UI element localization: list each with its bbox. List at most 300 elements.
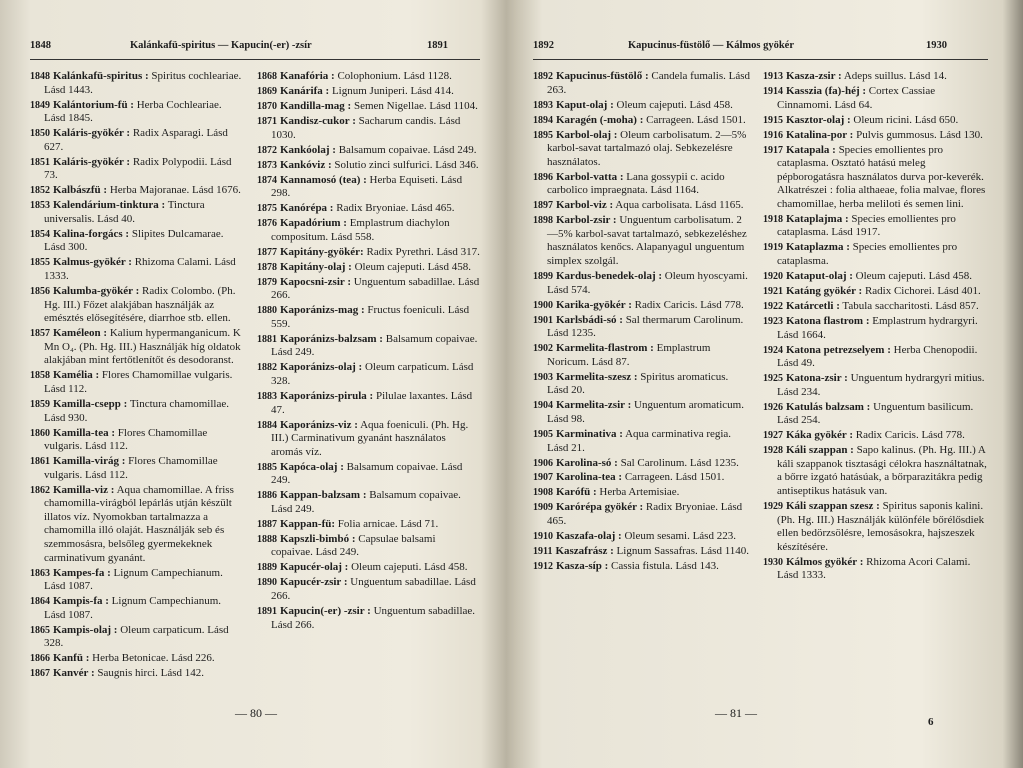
entry-definition: Balsamum copaivae. Lásd 249. (271, 489, 461, 515)
entry-definition: Emplastrum hydrargyri. Lásd 1664. (777, 315, 978, 341)
entry-headword: Katulás balzsam : (786, 400, 871, 413)
entry-number: 1929 (763, 501, 783, 513)
entry-number: 1905 (533, 428, 553, 440)
entry-headword: Katapala : (786, 143, 836, 156)
dictionary-entry (30, 624, 245, 651)
entry-definition: Oleum cajeputi. Lásd 458. (354, 260, 471, 273)
entry-number: 1887 (257, 518, 277, 530)
entry-number: 1891 (257, 605, 277, 617)
entry-number: 1854 (30, 228, 50, 240)
entry-definition: Fructus foeniculi. Lásd 559. (271, 304, 470, 330)
entry-definition: Semen Nigellae. Lásd 1104. (353, 99, 478, 112)
entry-number: 1855 (30, 257, 50, 269)
entry-number: 1884 (257, 419, 277, 431)
entry-definition: Oleum hyoscyami. Lásd 574. (547, 270, 748, 296)
dictionary-entry (763, 401, 988, 428)
entry-number: 1890 (257, 577, 277, 589)
entry-headword: Kaporánizs-mag : (280, 304, 365, 317)
dictionary-entry (30, 455, 245, 482)
entry-definition: Flores Chamomillae vulgaris. Lásd 112. (44, 426, 208, 453)
entry-definition: Tinctura chamomillae. Lásd 930. (44, 397, 229, 424)
dictionary-entry (533, 199, 751, 213)
dictionary-entry (533, 99, 751, 113)
entry-number: 1874 (257, 174, 277, 186)
dictionary-entry (763, 500, 988, 554)
entry-definition: Radix Colombo. (Ph. Hg. III.) Főzet alakjában használják az emésztés elősegítésére, diarrhoe stb. ellen. (44, 285, 236, 325)
entry-number: 1857 (30, 328, 50, 340)
entry-headword: Karmelita-szesz : (556, 370, 638, 383)
entry-number: 1862 (30, 484, 50, 496)
entry-definition: Flores Chamomillae vulgaris. Lásd 112. (44, 455, 218, 481)
dictionary-entry (257, 144, 480, 158)
entry-number: 1897 (533, 200, 553, 212)
entry-definition: Herba Betonicae. Lásd 226. (92, 652, 215, 665)
dictionary-entry (763, 129, 988, 143)
entry-definition: Radix Caricis. Lásd 778. (634, 298, 744, 311)
dictionary-entry (30, 156, 245, 183)
entry-headword: Karolina-tea : (556, 471, 623, 484)
signature-number: 6 (928, 716, 934, 728)
entry-definition: Cortex Cassiae Cinnamomi. Lásd 64. (777, 84, 936, 111)
entry-headword: Karbol-vatta : (556, 170, 624, 183)
entry-headword: Kaszafa-olaj : (556, 530, 622, 543)
dictionary-entry (257, 333, 480, 360)
entry-definition: Lignum Juniperi. Lásd 414. (331, 84, 454, 97)
dictionary-entry (533, 471, 751, 485)
entry-definition: Balsamum copaivae. Lásd 249. (271, 460, 463, 487)
entry-definition: Lignum Campechianum. Lásd 1087. (44, 595, 222, 621)
entry-headword: Kapocsni-zsir : (280, 275, 351, 288)
dictionary-entry (533, 314, 751, 341)
entry-number: 1863 (30, 567, 50, 579)
entry-headword: Kapadórium : (280, 217, 347, 230)
entry-number: 1870 (257, 100, 277, 112)
dictionary-entry (30, 369, 245, 396)
entry-definition: Sal thermarum Carolinum. Lásd 1235. (547, 313, 744, 340)
dictionary-entry (257, 174, 480, 201)
entry-number: 1879 (257, 276, 277, 288)
entry-headword: Kalumba-gyökér : (53, 285, 140, 298)
dictionary-entry (257, 419, 480, 460)
entry-headword: Katona flastrom : (786, 315, 870, 327)
entry-headword: Káka gyökér : (786, 429, 854, 442)
dictionary-entry (257, 304, 480, 331)
entry-number: 1886 (257, 490, 277, 502)
dictionary-entry (30, 595, 245, 622)
entry-headword: Kampes-fa : (53, 566, 111, 579)
dictionary-entry (763, 315, 988, 342)
dictionary-entry (257, 461, 480, 488)
entry-headword: Kapszli-bimbó : (280, 532, 356, 545)
dictionary-entry (533, 530, 751, 544)
dictionary-entry (257, 85, 480, 99)
entry-headword: Karagén (-moha) : (556, 113, 644, 126)
entry-definition: Unguentum basilicum. Lásd 254. (777, 400, 974, 427)
entry-number: 1900 (533, 299, 553, 311)
entry-number: 1909 (533, 502, 553, 514)
entry-definition: Cassia fistula. Lásd 143. (611, 560, 719, 572)
entry-headword: Kamilla-viz : (53, 483, 115, 496)
dictionary-entry (257, 533, 480, 560)
entry-definition: Balsamum copaivae. Lásd 249. (338, 143, 477, 156)
entry-number: 1914 (763, 85, 783, 97)
entry-headword: Kankóviz : (280, 158, 332, 171)
entry-number: 1850 (30, 128, 50, 140)
entry-definition: Slipites Dulcamarae. Lásd 300. (44, 227, 224, 254)
entry-definition: Oleum ricini. Lásd 650. (853, 113, 959, 126)
entry-definition: Oleum cajeputi. Lásd 458. (351, 561, 468, 574)
entry-definition: Radix Cichorei. Lásd 401. (864, 285, 981, 298)
entry-definition: Capsulae balsami copaivae. Lásd 249. (271, 532, 436, 559)
header-first-entry: 1892 (533, 40, 554, 51)
entry-definition: Unguentum hydrargyri mitius. Lásd 234. (777, 372, 985, 398)
entry-headword: Kaláris-gyökér : (53, 127, 131, 140)
entry-number: 1930 (763, 556, 783, 568)
dictionary-entry (257, 115, 480, 142)
dictionary-entry (533, 214, 751, 268)
entry-headword: Kanórépa : (280, 202, 334, 215)
entry-headword: Kasza-zsir : (786, 70, 842, 82)
entry-number: 1919 (763, 242, 783, 254)
dictionary-entry (533, 560, 751, 574)
dictionary-entry (30, 184, 245, 198)
entry-headword: Kannamosó (tea) : (280, 173, 367, 186)
dictionary-entry (763, 70, 988, 84)
entry-definition: Oleum sesami. Lásd 223. (624, 530, 736, 543)
entry-number: 1918 (763, 213, 783, 225)
entry-definition: Lignum Sassafras. Lásd 1140. (616, 545, 750, 558)
entry-number: 1849 (30, 99, 50, 111)
entry-headword: Kaporánizs-balzsam : (280, 332, 383, 345)
left-column-2 (257, 70, 480, 634)
entry-headword: Kaporánizs-pirula : (280, 389, 374, 402)
dictionary-entry (763, 144, 988, 212)
entry-definition: Spiritus cochleariae. Lásd 1443. (44, 70, 242, 96)
entry-headword: Kalbászfü : (53, 184, 108, 197)
header-title: Kapucinus-füstölő — Kálmos gyökér (628, 40, 794, 51)
entry-headword: Kataplazma : (786, 241, 850, 254)
dictionary-entry (763, 429, 988, 443)
entry-number: 1852 (30, 185, 50, 197)
entry-headword: Kataplajma : (786, 212, 849, 225)
left-column-1 (30, 70, 245, 682)
dictionary-entry (533, 486, 751, 500)
entry-headword: Karófü : (556, 486, 597, 499)
dictionary-entry (533, 342, 751, 369)
entry-number: 1881 (257, 333, 277, 345)
entry-definition: Unguentum sabadillae. Lásd 266. (271, 275, 480, 302)
entry-number: 1878 (257, 261, 277, 273)
dictionary-entry (533, 299, 751, 313)
page-number: — 81 — (715, 706, 757, 720)
entry-headword: Kanvér : (53, 667, 95, 680)
entry-definition: Radix Pyrethri. Lásd 317. (366, 245, 480, 258)
entry-definition: Unguentum aromaticum. Lásd 98. (547, 399, 744, 425)
entry-headword: Kapitány-gyökér: (280, 245, 364, 258)
entry-number: 1895 (533, 129, 553, 141)
entry-headword: Kamilla-tea : (53, 426, 116, 439)
entry-number: 1901 (533, 314, 553, 326)
entry-headword: Kasztor-olaj : (786, 113, 851, 126)
dictionary-entry (533, 545, 751, 559)
dictionary-entry (257, 217, 480, 244)
entry-headword: Kalántorium-fü : (53, 98, 134, 111)
entry-definition: Kalium hypermanganicum. K Mn O₄. (Ph. Hg. III.) Használják híg oldatok alakjában mint fertőtlenítőt és desodoranst. (44, 327, 241, 367)
entry-definition: Herba Cochleariae. Lásd 1845. (44, 98, 222, 125)
entry-number: 1871 (257, 115, 277, 127)
entry-headword: Kaput-olaj : (556, 98, 614, 111)
entry-headword: Káli szappan : (786, 444, 854, 457)
entry-headword: Kataput-olaj : (786, 270, 853, 283)
entry-number: 1913 (763, 71, 783, 82)
header-rule (30, 59, 480, 60)
entry-number: 1877 (257, 246, 277, 258)
dictionary-entry (257, 361, 480, 388)
entry-number: 1889 (257, 562, 277, 574)
entry-definition: Solutio zinci sulfurici. Lásd 346. (334, 158, 479, 171)
entry-number: 1910 (533, 531, 553, 543)
entry-headword: Kandilla-mag : (280, 99, 352, 112)
entry-headword: Karolina-só : (556, 456, 618, 469)
entry-headword: Kaméleon : (53, 327, 108, 340)
entry-headword: Kappan-fü: (280, 517, 336, 530)
header-title: Kalánkafü-spiritus — Kapucin(-er) -zsír (130, 40, 312, 51)
entry-headword: Kardus-benedek-olaj : (556, 270, 663, 283)
right-page (533, 0, 988, 768)
entry-number: 1875 (257, 203, 277, 215)
entry-number: 1869 (257, 85, 277, 97)
entry-number: 1885 (257, 461, 277, 473)
entry-definition: Sapo kalinus. (Ph. Hg. III.) A káli szappanok tisztasági célokra használtatnak, a bőrre izgató hatásúak, a bőrparazitákra pedig antiseptikus hatásuk van. (777, 444, 987, 498)
dictionary-entry (763, 300, 988, 314)
entry-headword: Katárcetli : (786, 300, 840, 313)
entry-number: 1927 (763, 430, 783, 442)
entry-headword: Kalánkafü-spiritus : (53, 70, 149, 82)
entry-number: 1928 (763, 445, 783, 457)
header-rule (533, 59, 988, 60)
dictionary-entry (533, 270, 751, 297)
entry-definition: Unguentum sabadillae. Lásd 266. (271, 604, 476, 631)
dictionary-entry (30, 127, 245, 154)
dictionary-entry (763, 285, 988, 299)
entry-headword: Karbol-zsir : (556, 214, 617, 227)
left-running-header (30, 40, 480, 56)
entry-definition: Oleum carpaticum. Lásd 328. (44, 623, 229, 650)
entry-number: 1912 (533, 561, 553, 572)
dictionary-entry (257, 561, 480, 575)
entry-definition: Tabula saccharitosti. Lásd 857. (842, 300, 979, 313)
dictionary-entry (257, 100, 480, 114)
dictionary-entry (257, 202, 480, 216)
entry-headword: Kaporánizs-olaj : (280, 361, 363, 374)
left-page (30, 0, 480, 768)
entry-definition: Aqua chamomillae. A friss chamomilla-virágból lepárlás utján készült illatos víz. Nyomokban tartalmazza a chamomilla illó olaját. Használják seb és szemmosásra, belsőleg gyermekeknek carminativum gyanánt. (44, 483, 234, 564)
entry-number: 1859 (30, 398, 50, 410)
right-running-header (533, 40, 988, 56)
entry-headword: Kamilla-csepp : (53, 397, 128, 410)
entry-number: 1916 (763, 129, 783, 141)
dictionary-entry (257, 605, 480, 632)
dictionary-entry (763, 114, 988, 128)
dictionary-entry (533, 129, 751, 170)
entry-definition: Pulvis gummosus. Lásd 130. (856, 128, 983, 141)
entry-definition: Herba Equiseti. Lásd 298. (271, 173, 463, 200)
page-number: — 80 — (235, 706, 277, 720)
entry-headword: Kasza-síp : (556, 560, 609, 572)
entry-headword: Kaszafrász : (555, 545, 614, 558)
entry-number: 1903 (533, 371, 553, 383)
entry-definition: Rhizoma Acori Calami. Lásd 1333. (777, 555, 971, 582)
entry-definition: Emplastrum Noricum. Lásd 87. (547, 342, 711, 368)
entry-number: 1893 (533, 99, 553, 111)
dictionary-entry (257, 518, 480, 532)
entry-headword: Katáng gyökér : (786, 285, 863, 298)
entry-headword: Karmelita-flastrom : (556, 342, 654, 355)
entry-definition: Rhizoma Calami. Lásd 1333. (44, 256, 236, 283)
entry-definition: Unguentum sabadillae. Lásd 266. (271, 576, 476, 602)
entry-definition: Spiritus aromaticus. Lásd 20. (547, 370, 729, 397)
entry-number: 1868 (257, 71, 277, 82)
header-last-entry: 1930 (926, 40, 947, 51)
entry-headword: Kaláris-gyökér : (53, 155, 131, 168)
dictionary-entry (30, 652, 245, 666)
entry-definition: Pilulae laxantes. Lásd 47. (271, 389, 473, 416)
entry-number: 1851 (30, 156, 50, 168)
entry-number: 1926 (763, 401, 783, 413)
entry-number: 1925 (763, 373, 783, 385)
entry-definition: Radix Caricis. Lásd 778. (855, 429, 965, 442)
entry-headword: Kanárifa : (280, 84, 330, 97)
dictionary-entry (30, 256, 245, 283)
entry-number: 1883 (257, 390, 277, 402)
entry-number: 1904 (533, 400, 553, 412)
entry-definition: Oleum cajeputi. Lásd 458. (616, 98, 733, 111)
entry-definition: Species emollientes pro cataplasma. Osztató hatású meleg pépborogatásra használatos durva por-keverék. Alkatrészei : folia althaeae, folia malvae, flores chamomillae, herba meliloti és semen lini. (777, 143, 986, 210)
entry-headword: Katona-zsir : (786, 372, 848, 385)
dictionary-entry (763, 372, 988, 399)
entry-definition: Oleum carpaticum. Lásd 328. (271, 361, 474, 387)
dictionary-entry (763, 556, 988, 583)
entry-number: 1865 (30, 624, 50, 636)
entry-number: 1911 (533, 546, 553, 558)
entry-definition: Species emollientes pro cataplasma. Lásd 1917. (777, 212, 956, 239)
entry-number: 1917 (763, 144, 783, 156)
dictionary-entry (763, 213, 988, 240)
entry-number: 1906 (533, 457, 553, 469)
dictionary-entry (533, 428, 751, 455)
entry-definition: Adeps suillus. Lásd 14. (843, 70, 947, 82)
dictionary-entry (257, 70, 480, 84)
dictionary-entry (763, 85, 988, 112)
entry-definition: Flores Chamomillae vulgaris. Lásd 112. (44, 369, 233, 395)
dictionary-entry (533, 171, 751, 198)
entry-definition: Spiritus saponis kalini. (Ph. Hg. III.) Használják különféle bőrélősdiek ellen bedörzsölésre, lemosásokra, hajszeszek készítésére. (777, 500, 985, 553)
entry-number: 1864 (30, 596, 50, 608)
entry-definition: Aqua carminativa regia. Lásd 21. (547, 427, 732, 454)
entry-headword: Káli szappan szesz : (786, 500, 880, 513)
entry-definition: Emplastrum diachylon compositum. Lásd 558. (271, 217, 450, 243)
dictionary-entry (763, 444, 988, 498)
dictionary-entry (763, 270, 988, 284)
entry-headword: Kapucin(-er) -zsir : (280, 604, 371, 617)
entry-number: 1873 (257, 159, 277, 171)
entry-number: 1892 (533, 71, 553, 82)
entry-definition: Aqua carbolisata. Lásd 1165. (615, 199, 744, 212)
entry-headword: Kappan-balzsam : (280, 489, 367, 502)
dictionary-entry (30, 285, 245, 326)
dictionary-entry (30, 228, 245, 255)
entry-headword: Katona petrezselyem : (786, 343, 891, 356)
dictionary-entry (257, 276, 480, 303)
entry-headword: Kalendárium-tinktura : (53, 199, 166, 212)
entry-definition: Oleum cajeputi. Lásd 458. (855, 270, 973, 283)
entry-headword: Kapóca-olaj : (280, 460, 344, 473)
header-last-entry: 1891 (427, 40, 448, 51)
entry-definition: Radix Bryoniae. Lásd 465. (336, 202, 455, 215)
entry-headword: Katalina-por : (786, 128, 854, 141)
entry-headword: Kalina-forgács : (53, 227, 130, 240)
entry-number: 1872 (257, 144, 277, 156)
entry-number: 1860 (30, 427, 50, 439)
entry-headword: Kandisz-cukor : (280, 114, 356, 127)
dictionary-entry (257, 390, 480, 417)
entry-headword: Karmelita-zsir : (556, 399, 632, 412)
dictionary-entry (30, 199, 245, 226)
entry-definition: Herba Majoranae. Lásd 1676. (109, 184, 241, 197)
dictionary-entry (257, 246, 480, 260)
entry-headword: Karórépa gyökér : (556, 501, 644, 514)
entry-definition: Lana gossypii c. acido carbolico impraegnata. Lásd 1164. (547, 170, 725, 197)
entry-number: 1915 (763, 114, 783, 126)
entry-headword: Kapucér-olaj : (280, 561, 349, 574)
entry-headword: Kasszia (fa)-héj : (786, 84, 867, 97)
entry-number: 1866 (30, 653, 50, 665)
entry-number: 1924 (763, 344, 783, 356)
dictionary-entry (257, 489, 480, 516)
entry-number: 1867 (30, 668, 50, 680)
entry-definition: Sal Carolinum. Lásd 1235. (620, 456, 739, 469)
entry-number: 1908 (533, 487, 553, 499)
entry-number: 1888 (257, 533, 277, 545)
entry-number: 1858 (30, 370, 50, 382)
dictionary-entry (257, 261, 480, 275)
entry-definition: Colophonium. Lásd 1128. (337, 70, 452, 82)
entry-headword: Kanfü : (53, 652, 90, 665)
entry-headword: Kankóolaj : (280, 143, 336, 156)
entry-definition: Folia arnicae. Lásd 71. (337, 517, 439, 530)
dictionary-entry (30, 667, 245, 681)
entry-number: 1902 (533, 343, 553, 355)
dictionary-entry (30, 327, 245, 368)
entry-definition: Lignum Campechianum. Lásd 1087. (44, 566, 223, 593)
dictionary-entry (533, 114, 751, 128)
entry-definition: Herba Chenopodii. Lásd 49. (777, 343, 978, 370)
entry-number: 1920 (763, 271, 783, 283)
dictionary-entry (30, 70, 245, 97)
dictionary-entry (257, 576, 480, 603)
entry-headword: Kampis-olaj : (53, 623, 118, 636)
entry-number: 1896 (533, 171, 553, 183)
entry-number: 1876 (257, 218, 277, 230)
dictionary-entry (533, 70, 751, 97)
entry-headword: Kapitány-olaj : (280, 260, 352, 273)
dictionary-entry (533, 371, 751, 398)
entry-headword: Karminativa : (556, 427, 623, 440)
entry-number: 1853 (30, 200, 50, 212)
entry-number: 1922 (763, 301, 783, 313)
entry-number: 1899 (533, 271, 553, 283)
right-column-2 (763, 70, 988, 584)
